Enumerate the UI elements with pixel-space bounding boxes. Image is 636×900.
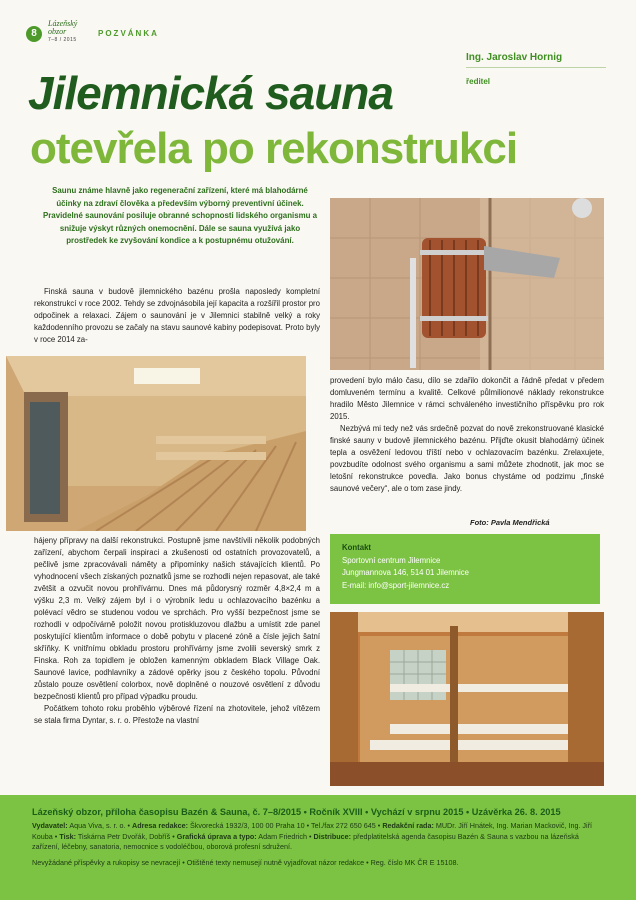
- author-name: Ing. Jaroslav Hornig: [466, 52, 606, 68]
- imprint-footer: [0, 795, 636, 900]
- article-column-left-top: [34, 286, 320, 346]
- editorial-phone: Tel./fax 272 650 645: [311, 821, 376, 830]
- paragraph: provedení bylo málo času, dílo se zdařilo dokončit a řádně předat v předem domluveném termínu a kvalitě. Celkové půlmilionové náklady rekonstrukce hradilo Město Jilemnice v rámci schváleného investičního příspěvku pro rok 2015.: [330, 376, 604, 421]
- contact-box: [330, 534, 600, 604]
- contact-title: Kontakt: [342, 543, 372, 552]
- printer: Tiskárna Petr Dvořák, Dobříš: [77, 831, 171, 841]
- photo-credit: Foto: Pavla Mendřická: [470, 518, 550, 527]
- publisher: Aqua Viva, s. r. o.: [69, 821, 126, 830]
- author-box: [466, 52, 606, 86]
- distribution: předplatitelská agenda časopisu Bazén & Sauna s vazbou na lázeňská zařízení, léčebny, sanatoria, nemocnice s vodoléčbou, oborová profesní sdružení.: [32, 831, 579, 852]
- contact-address: Jungmannova 146, 514 01 Jilemnice: [342, 568, 470, 577]
- section-label: POZVÁNKA: [98, 29, 159, 38]
- board-label: Redakční rada:: [382, 821, 434, 830]
- editorial-board: MUDr. Jiří Hnátek, Ing. Marian Mackovič, Ing. Jiří Kouba: [32, 821, 593, 841]
- sauna-heater-illustration: [330, 198, 604, 370]
- photo-relaxation-room: [330, 612, 604, 786]
- author-role: ředitel: [466, 77, 491, 86]
- headline-line-2: otevřela po rekonstrukci: [30, 124, 518, 173]
- photo-sauna-interior: [6, 356, 306, 531]
- address-label: Adresa redakce:: [132, 821, 188, 830]
- sauna-interior-illustration: [6, 356, 306, 531]
- paragraph: Počátkem tohoto roku proběhlo výběrové řízení na zhotovitele, jehož vítězem se stala firma Dyntar, s. r. o. Přestože na vlastní: [34, 704, 320, 725]
- paragraph: Finská sauna v budově jilemnického bazénu prošla naposledy kompletní rekonstrukcí v roce 2002. Tehdy se zdvojnásobila její kapacita a rozšířil prostor pro odpočinek a relaxaci. Zájem o saunování je v Jilemnici stabilně velký a roky každodenního provozu se začaly na stavu saunové kabiny podepisovat. Proto byly v roce 2014 za-: [34, 287, 320, 344]
- editorial-address: Škvorecká 1932/3, 100 00 Praha 10: [189, 821, 305, 830]
- imprint-headline: Lázeňský obzor, příloha časopisu Bazén & Sauna, č. 7–8/2015 • Ročník XVIII • Vychází v srpnu 2015 • Uzávěrka 26. 8. 2015: [32, 807, 561, 817]
- logo-name: Lázeňský obzor: [48, 19, 78, 36]
- paragraph: Nezbývá mi tedy než vás srdečně pozvat do nově zrekonstruované klasické finské sauny v budově jilemnického bazénu. Přijďte okusit blahodárný účinek tepla a osvěžení ledovou tříští nebo v ochlazovacím bazénku. Zrelaxujete, povzbudíte odolnost svého organismu a sami můžete zhodnotit, jak moc se letošní rekonstrukce povedla. Jako bonus chystáme od podzimu „finské saunové večery“, ale o tom zase jindy.: [330, 424, 604, 493]
- contact-org: Sportovní centrum Jilemnice: [342, 555, 441, 565]
- page-number-badge: 8: [26, 26, 42, 42]
- lead-paragraph: Saunu známe hlavně jako regenerační zařízení, které má blahodárné účinky na zdraví člověka a především výborný preventivní účinek. Pravidelné saunování posiluje obranné schopnosti lidského organismu a snižuje výskyt různých onemocnění. Dále se sauna využívá jako prostředek ke zvyšování kondice a k postupnému otužování.: [42, 186, 318, 246]
- print-label: Tisk:: [59, 831, 76, 841]
- contact-email[interactable]: E-mail: info@sport-jilemnice.cz: [342, 580, 450, 590]
- publisher-label: Vydavatel:: [32, 821, 68, 830]
- paragraph: hájeny přípravy na další rekonstrukci. Postupně jsme navštívili několik podobných zařízení, abychom čerpali inspiraci a zkušenosti od ostatních provozovatelů, a pečlivě jsme zpracovávali náměty a připomínky našich stávajících klientů. Po vyhodnocení všech získaných poznatků jsme se rozhodli nejen repasovat, ale také zvětšit a ozvučit novou prohřívárnu. Dnes má půdorysný rozměr 4,8×2,4 m a výšku 2,3 m. Velký zájem byl i o výrobník ledu u ochlazovacího bazénku a polévací vědro se studenou vodou ve sprchách. Pro vyšší bezpečnost jsme se rozhodli v odpočívárně položit novou protiskluzovou dlažbu a umístit zde panel poskytující klientům informace o době pobytu v placené zóně a čísle jejich šatní skříňky. K vnitřnímu obkladu prostoru prohřívárny jsme zvolili severský smrk z Finska. Roh za topidlem je obložen kamenným obkladem Black Village Oak. Saunové lavice, podhlavníky a zádové opěrky jsou z českého topolu. Původní zůstalo pouze osvětlení colorbox, nově doplněné o nouzové osvětlení z důvodu bezpečnosti klientů pro případ výpadku proudu.: [34, 536, 320, 701]
- article-column-left-bottom: [34, 535, 320, 727]
- headline-line-1: Jilemnická sauna: [28, 67, 393, 119]
- article-column-right: [330, 375, 604, 495]
- imprint-note: Nevyžádané příspěvky a rukopisy se nevracejí • Otištěné texty nemusejí nutně vyjadřovat názor redakce • Reg. číslo MK ČR E 15108.: [32, 857, 459, 867]
- designer: Adam Friedrich: [258, 831, 308, 841]
- distribution-label: Distribuce:: [313, 831, 352, 841]
- logo-issue: 7–8 / 2015: [48, 37, 77, 43]
- imprint-details: Vydavatel: Aqua Viva, s. r. o. • Adresa redakce: Škvorecká 1932/3, 100 00 Praha 10 • Tel./fax 272 650 645 • Redakční rada: MUDr. Jiří Hnátek, Ing. Marian Mackovič, Ing. Jiří Kouba • Tisk: Tiskárna Petr Dvořák, Dobříš • Grafická úprava a typo: Adam Friedrich • Distribuce: předplatitelská agenda časopisu Bazén & Sauna s vazbou na lázeňská zařízení, léčebny, sanatoria, nemocnice s vodoléčbou, oborová profesní sdružení.: [32, 821, 593, 852]
- design-label: Grafická úprava a typo:: [176, 831, 257, 841]
- photo-sauna-heater: [330, 198, 604, 370]
- relaxation-room-illustration: [330, 612, 604, 786]
- magazine-logo: [48, 20, 92, 46]
